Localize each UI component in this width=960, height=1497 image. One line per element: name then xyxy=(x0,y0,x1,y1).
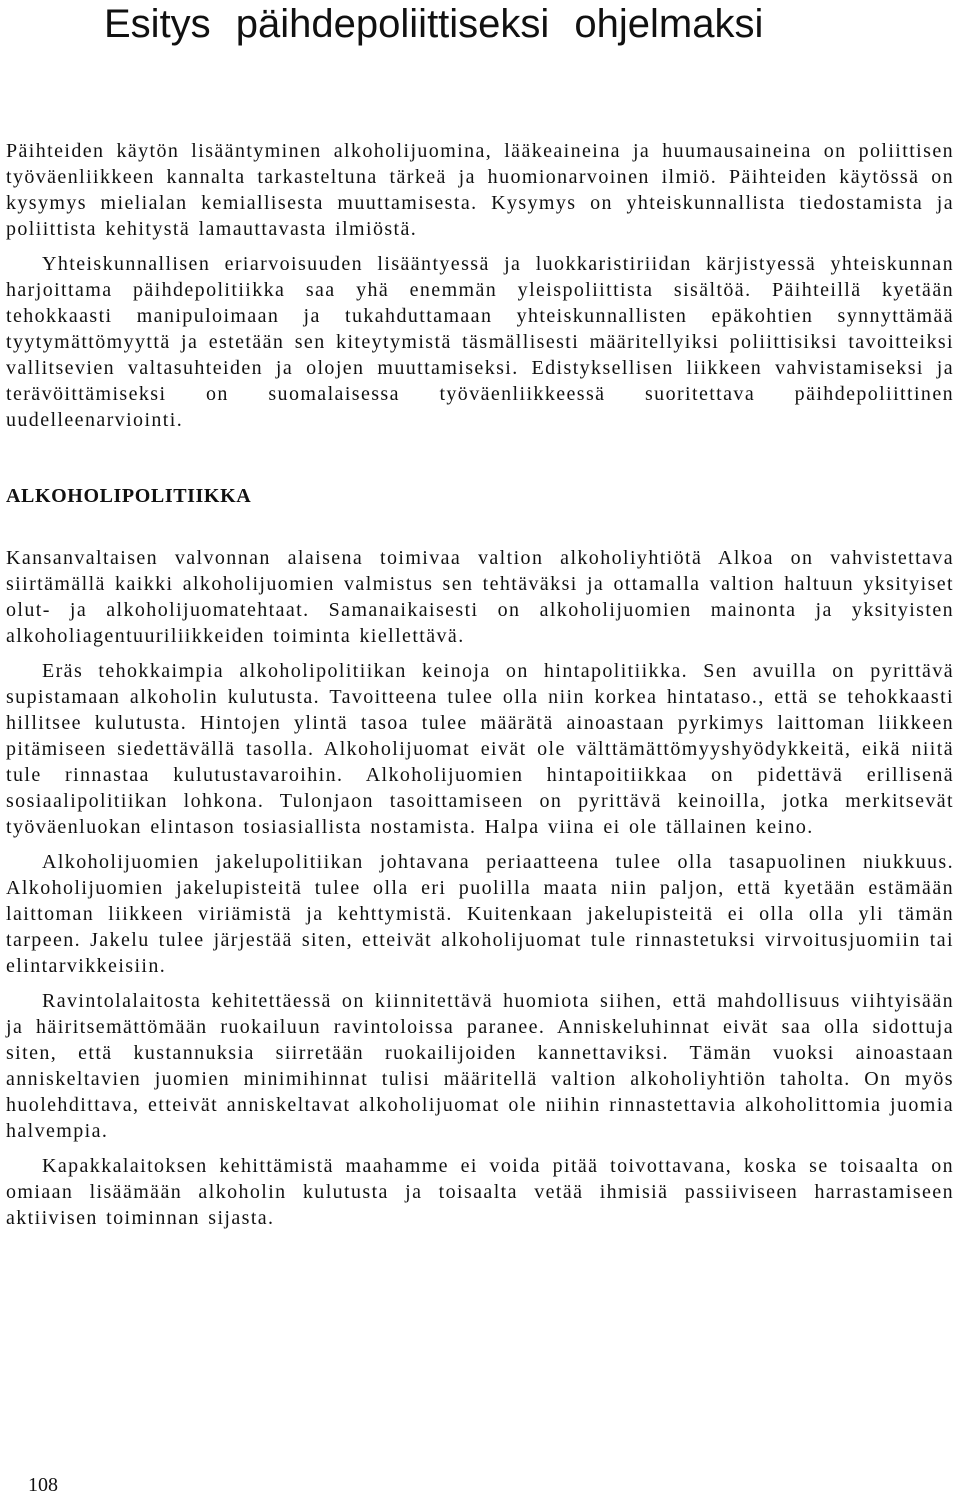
section-paragraph-1: Kansanvaltaisen valvonnan alaisena toimivaa valtion alkoholiyhtiötä Alkoa on vahvistettava siirtämällä kaikki alkoholijuomien valmistus sen tehtäväksi ja ottamalla valtion haltuun yksityiset olut- ja alkoholijuomatehtaat. Samanaikaisesti on alkoholijuomien mainonta ja yksityisten alkoholiagentuuriliikkeiden toiminta kiellettävä. xyxy=(6,547,954,647)
intro-paragraph-1: Päihteiden käytön lisääntyminen alkoholijuomina, lääkeaineina ja huumausaineina on poliittisen työväenliikkeen kannalta tarkasteltuna tärkeä ja huomionarvoinen ilmiö. Päihteiden käytössä on kysymys mielialan kemiallisesta muuttamisesta. Kysymys on yhteiskunnallista tiedostamista ja poliittista kehitystä lamauttavasta ilmiöstä. xyxy=(6,140,954,240)
page-title: Esitys päihdepoliittiseksi ohjelmaksi xyxy=(104,2,764,46)
intro-paragraph-2: Yhteiskunnallisen eriarvoisuuden lisääntyessä ja luokkaristiriidan kärjistyessä yhteiskunnan harjoittama päihdepolitiikka saa yhä enemmän yleispoliittista sisältöä. Päihteillä kyetään tehokkaasti manipuloimaan ja tukahduttamaan yhteiskunnallisten epäkohtien synnyttämää tyytymättömyyttä ja estetään sen kiteytymistä täsmällisesti määritellyiksi poliittisiksi tavoitteiksi vallitsevien valtasuhteiden ja olojen muuttamiseksi. Edistyksellisen liikkeen vahvistamiseksi ja terävöittämiseksi on suomalaisessa työväenliikkeessä suoritettava päihdepoliittinen uudelleenarviointi. xyxy=(6,253,954,431)
section-paragraph-4: Ravintolalaitosta kehitettäessä on kiinnitettävä huomiota siihen, että mahdollisuus viihtyisään ja häiritsemättömään ruokailuun ravintoloissa paranee. Anniskeluhinnat eivät saa olla sidottuja siten, että kustannuksia siirretään ruokailijoiden kannettaviksi. Tämän vuoksi ainoastaan anniskeltavien juomien minimihinnat tulisi määritellä valtion alkoholiyhtiön taholta. On myös huolehdittava, etteivät anniskeltavat alkoholijuomat ole niihin rinnastettavia alkoholittomia juomia halvempia. xyxy=(6,990,954,1142)
page-number: 108 xyxy=(28,1474,58,1496)
section-paragraph-2: Eräs tehokkaimpia alkoholipolitiikan keinoja on hintapolitiikka. Sen avuilla on pyrittävä supistamaan alkoholin kulutusta. Tavoitteena tulee olla niin korkea hintataso., että se tehokkaasti hillitsee kulutusta. Hintojen ylintä tasoa tulee määrätä ainoastaan pyrkimys laittoman liikkeen pitämiseen siedettävällä tasolla. Alkoholijuomat eivät ole välttämättömyyshyödykkeitä, eikä niitä tule rinnastaa kulutustavaroihin. Alkoholijuomien hintapoitiikkaa on pidettävä erillisenä sosiaalipolitiikan lohkona. Tulonjaon tasoittamiseen on pyrittävä keinoilla, jotka merkitsevät työväenluokan elintason tosiasiallista nostamista. Halpa viina ei ole tällainen keino. xyxy=(6,660,954,838)
section-heading: ALKOHOLIPOLITIIKKA xyxy=(6,485,252,507)
document-body xyxy=(6,138,954,1231)
section-paragraph-3: Alkoholijuomien jakelupolitiikan johtavana periaatteena tulee olla tasapuolinen niukkuus. Alkoholijuomien jakelupisteitä tulee olla eri puolilla maata niin paljon, että kyetään estämään laittoman liikkeen viriämistä ja kehttymistä. Kuitenkaan jakelupisteitä ei olla olla yli tämän tarpeen. Jakelu tulee järjestää siten, etteivät alkoholijuomat tule rinnastetuksi virvoitusjuomiin tai elintarvikkeisiin. xyxy=(6,851,954,977)
section-paragraph-5: Kapakkalaitoksen kehittämistä maahamme ei voida pitää toivottavana, koska se toisaalta on omiaan lisäämään alkoholin kulutusta ja toisaalta vetää ihmisiä passiiviseen harrastamiseen aktiivisen toiminnan sijasta. xyxy=(6,1155,954,1229)
